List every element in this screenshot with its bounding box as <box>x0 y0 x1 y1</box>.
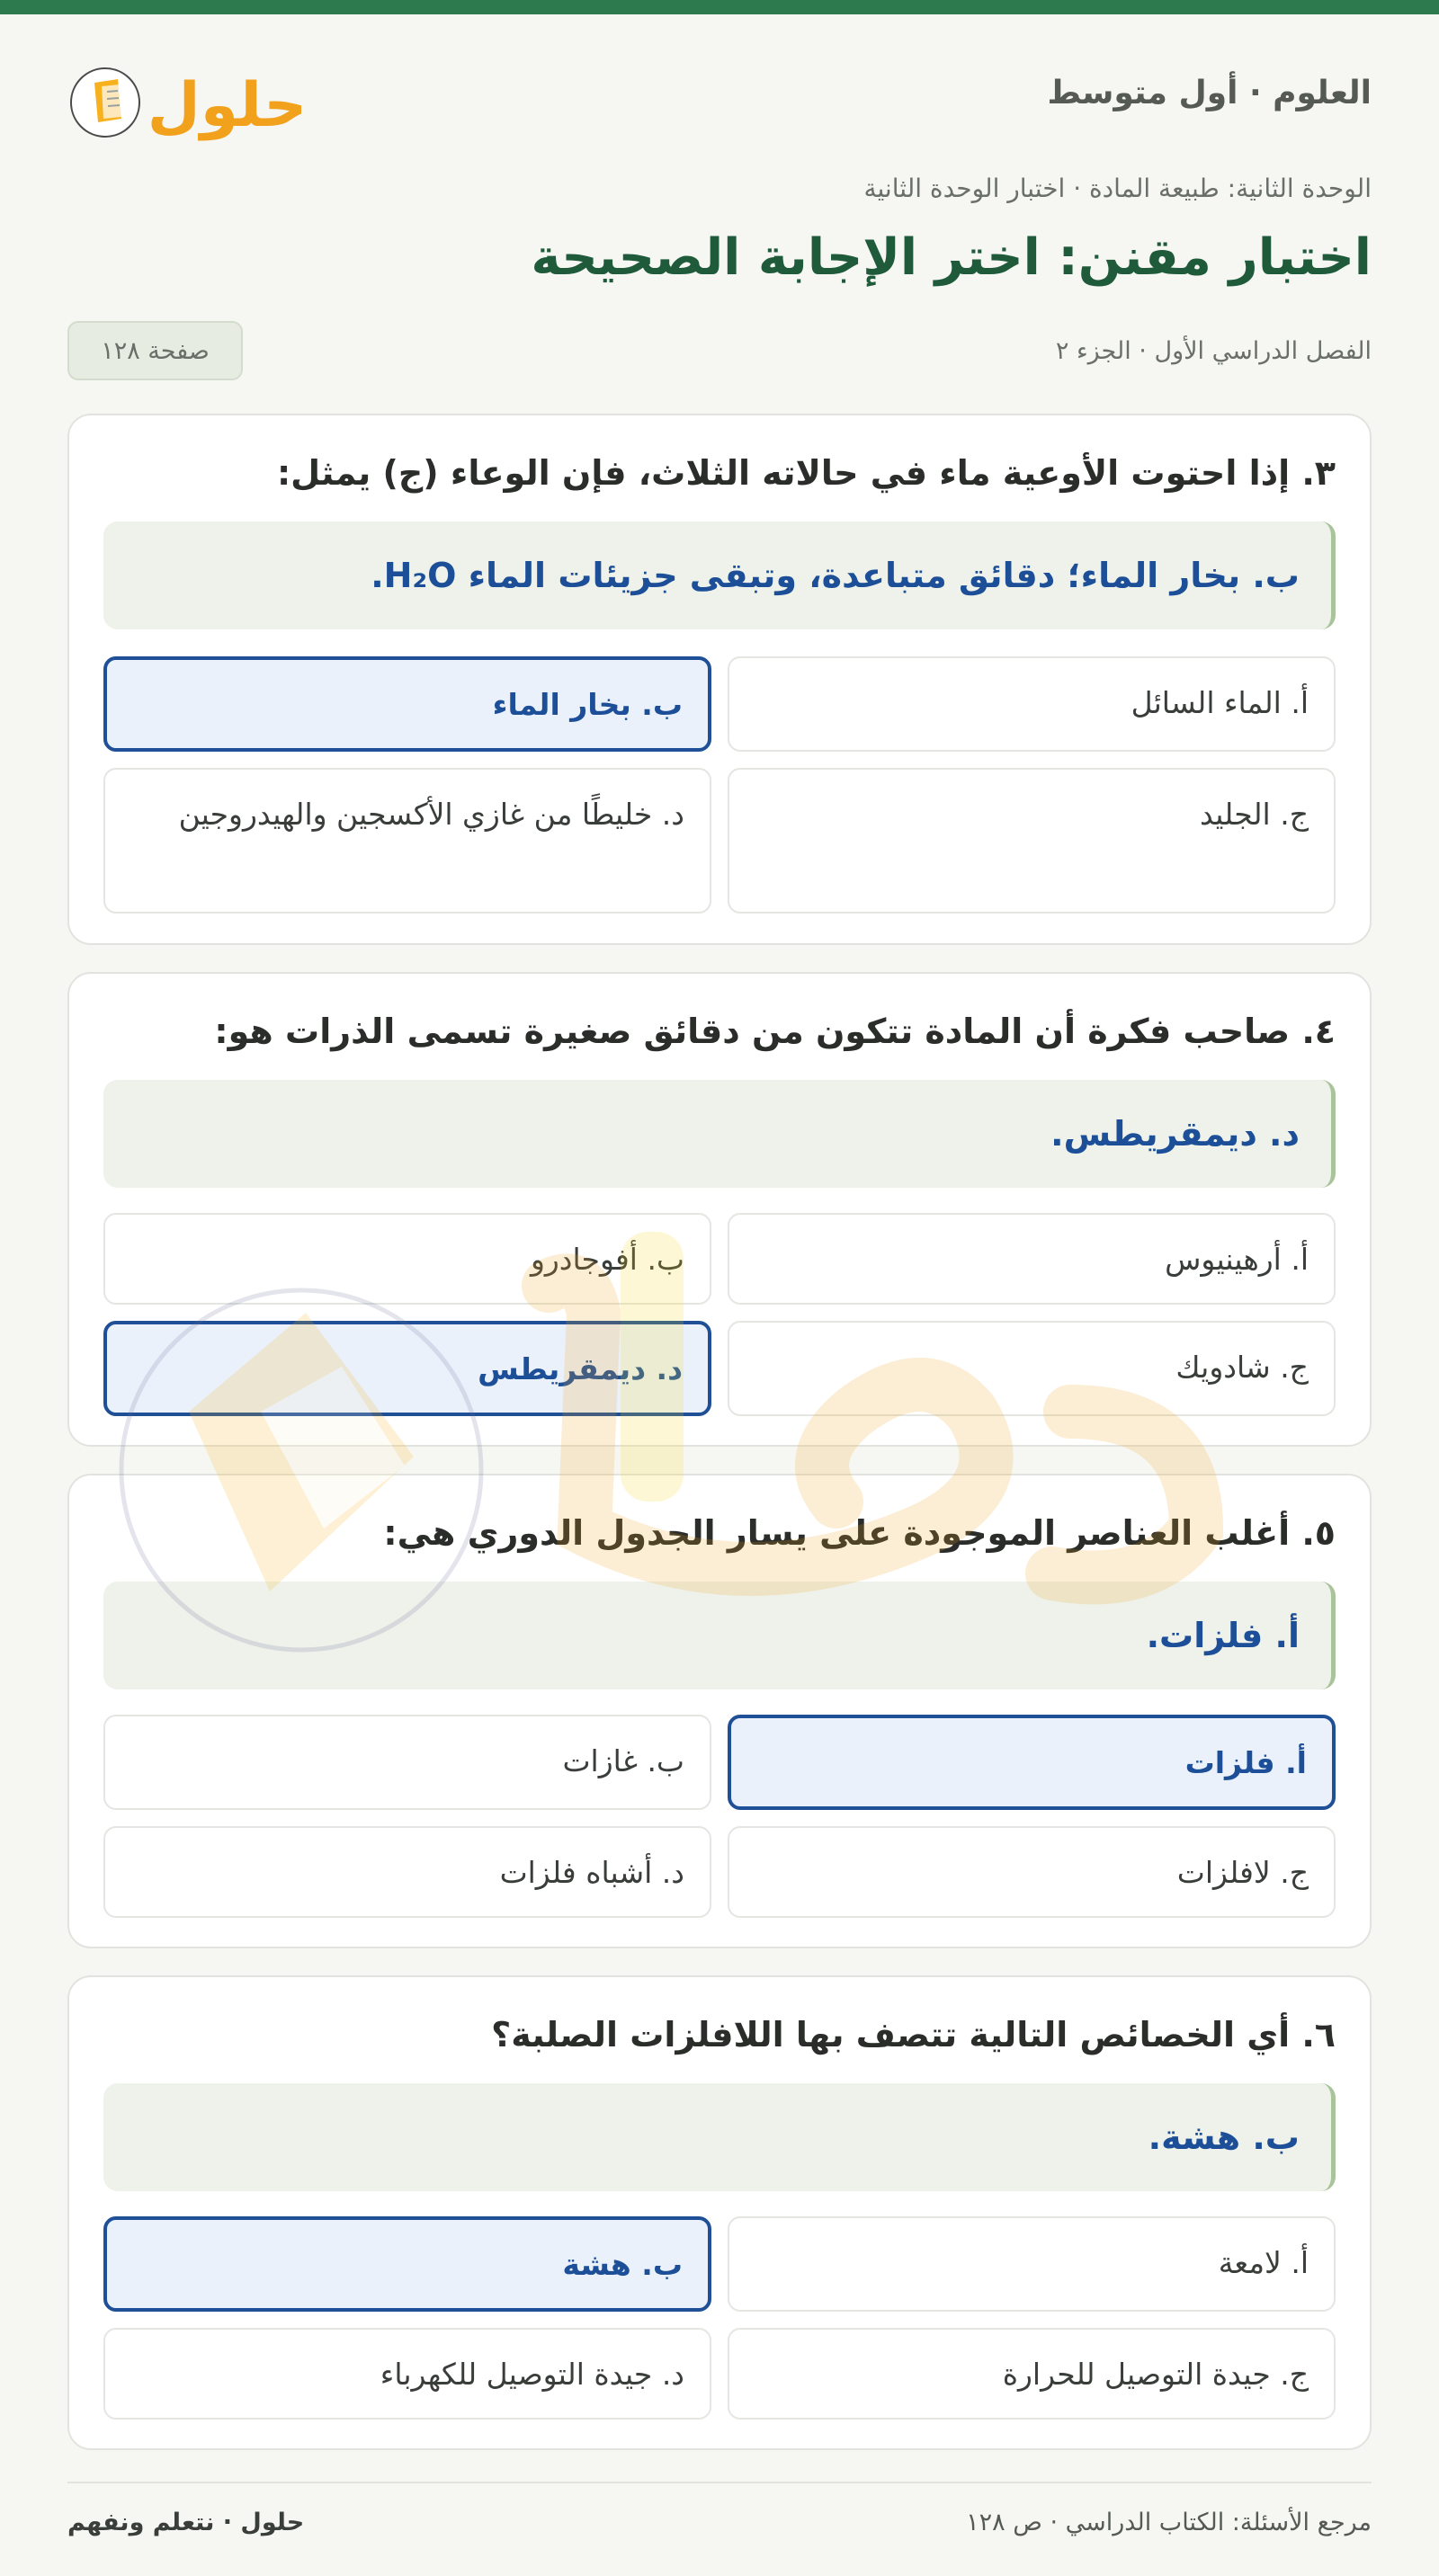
footer-reference: مرجع الأسئلة: الكتاب الدراسي · ص ١٢٨ <box>966 2509 1372 2536</box>
answer-box: ب. هشة. <box>103 2083 1336 2191</box>
question-card <box>67 972 1372 1447</box>
option-c[interactable]: ج. جيدة التوصيل للحرارة <box>728 2328 1336 2420</box>
option-b[interactable]: ب. أفوجادرو <box>103 1213 711 1305</box>
answer-box: ب. بخار الماء؛ دقائق متباعدة، وتبقى جزيئات الماء H₂O. <box>103 521 1336 629</box>
top-accent-bar <box>0 0 1439 14</box>
option-a[interactable]: أ. لامعة <box>728 2216 1336 2312</box>
logo-icon <box>67 47 301 146</box>
logo <box>67 47 301 146</box>
option-c[interactable]: ج. لافلزات <box>728 1826 1336 1918</box>
breadcrumb: الوحدة الثانية: طبيعة المادة · اختبار الوحدة الثانية <box>863 174 1372 203</box>
option-a[interactable]: أ. الماء السائل <box>728 656 1336 752</box>
answer-box: د. ديمقريطس. <box>103 1080 1336 1188</box>
question-card <box>67 1975 1372 2450</box>
answer-box: أ. فلزات. <box>103 1582 1336 1689</box>
footer-brand: حلول · نتعلم ونفهم <box>67 2509 305 2536</box>
question-card <box>67 414 1372 945</box>
question-card <box>67 1474 1372 1948</box>
svg-text:حلول: حلول <box>147 70 301 141</box>
question-text: ٣. إذا احتوت الأوعية ماء في حالاته الثلاث، فإن الوعاء (ج) يمثل: <box>276 453 1336 493</box>
option-c[interactable]: ج. الجليد <box>728 768 1336 914</box>
option-b-correct[interactable]: ب. بخار الماء <box>103 656 711 752</box>
option-a[interactable]: أ. أرهينيوس <box>728 1213 1336 1305</box>
option-d[interactable]: د. خليطًا من غازي الأكسجين والهيدروجين <box>103 768 711 914</box>
subject-label: العلوم · أول متوسط <box>1047 75 1372 111</box>
question-text: ٤. صاحب فكرة أن المادة تتكون من دقائق صغيرة تسمى الذرات هو: <box>214 1012 1336 1051</box>
question-text: ٦. أي الخصائص التالية تتصف بها اللافلزات الصلبة؟ <box>491 2015 1336 2055</box>
option-b-correct[interactable]: ب. هشة <box>103 2216 711 2312</box>
page-number-badge: صفحة ١٢٨ <box>67 321 243 380</box>
question-text: ٥. أغلب العناصر الموجودة على يسار الجدول الدوري هي: <box>383 1513 1336 1553</box>
term-label: الفصل الدراسي الأول · الجزء ٢ <box>1055 337 1372 365</box>
option-b[interactable]: ب. غازات <box>103 1715 711 1810</box>
option-d[interactable]: د. جيدة التوصيل للكهرباء <box>103 2328 711 2420</box>
option-d-correct[interactable]: د. ديمقريطس <box>103 1321 711 1416</box>
option-d[interactable]: د. أشباه فلزات <box>103 1826 711 1918</box>
footer-divider <box>67 2482 1372 2483</box>
option-a-correct[interactable]: أ. فلزات <box>728 1715 1336 1810</box>
option-c[interactable]: ج. شادويك <box>728 1321 1336 1416</box>
page-title: اختبار مقنن: اختر الإجابة الصحيحة <box>531 228 1372 287</box>
